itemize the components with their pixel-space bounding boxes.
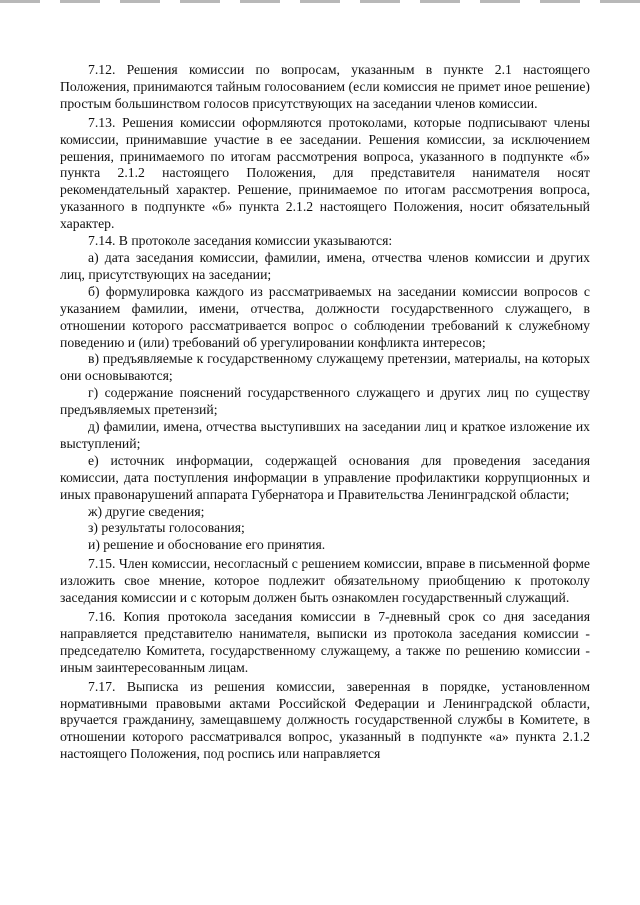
clause-7-16: 7.16. Копия протокола заседания комиссии в 7-дневный срок со дня заседания направляется представителю нанимателя, выписки из протокола заседания комиссии - председателю Комитета, государственному служащему, а также по решению комиссии - иным заинтересованным лицам.	[60, 609, 590, 675]
clause-7-14: 7.14. В протоколе заседания комиссии указываются:	[88, 233, 393, 249]
clause-7-14-item-e: е) источник информации, содержащей основания для проведения заседания комиссии, дата поступления информации в управление профилактики коррупционных и иных правонарушений аппарата Губернатора и Правительства Ленинградской области;	[60, 452, 590, 502]
document-page	[60, 62, 590, 763]
scan-top-edge	[0, 0, 640, 3]
clause-7-14-item-g: г) содержание пояснений государственного служащего и других лиц по существу предъявляемых претензий;	[60, 385, 590, 418]
clause-7-17: 7.17. Выписка из решения комиссии, заверенная в порядке, установленном нормативными правовыми актами Российской Федерации и Ленинградской области, вручается гражданину, замещавшему должность государственной службы в Комитете, в отношении которого рассматривался вопрос, указанный в подпункте «а» пункта 2.1.2 настоящего Положения, под роспись или направляется	[60, 678, 590, 762]
clause-7-14-item-a: а) дата заседания комиссии, фамилии, имена, отчества членов комиссии и других лиц, присутствующих на заседании;	[60, 249, 590, 282]
clause-7-15: 7.15. Член комиссии, несогласный с решением комиссии, вправе в письменной форме изложить свое мнение, которое подлежит обязательному приобщению к протоколу заседания комиссии и с которым должен быть ознакомлен государственный служащий.	[60, 556, 590, 606]
clause-7-14-item-d: д) фамилии, имена, отчества выступивших на заседании лиц и краткое изложение их выступлений;	[60, 419, 590, 451]
clause-7-14-item-b: б) формулировка каждого из рассматриваемых на заседании комиссии вопросов с указанием фамилии, имени, отчества, должности государственного служащего, в отношении которого рассматривается вопрос о соблюдении требований к служебному поведению и (или) требований об урегулировании конфликта интересов;	[60, 283, 590, 350]
clause-7-12: 7.12. Решения комиссии по вопросам, указанным в пункте 2.1 настоящего Положения, принимаются тайным голосованием (если комиссия не примет иное решение) простым большинством голосов присутствующих на заседании членов комиссии.	[60, 62, 590, 111]
clause-7-14-item-z: з) результаты голосования;	[88, 520, 245, 536]
clause-7-13: 7.13. Решения комиссии оформляются протоколами, которые подписывают члены комиссии, принимавшие участие в ее заседании. Решения комиссии, за исключением решения, принимаемого по итогам рассмотрения вопроса, указанного в подпункте «б» пункта 2.1.2 настоящего Положения, для представителя нанимателя носят рекомендательный характер. Решение, принимаемое по итогам рассмотрения вопроса, указанного в подпункте «б» пункта 2.1.2 настоящего Положения, носит обязательный характер.	[60, 114, 590, 232]
clause-7-14-item-zh: ж) другие сведения;	[88, 503, 205, 519]
clause-7-14-item-i: и) решение и обоснование его принятия.	[88, 537, 326, 553]
clause-7-14-item-v: в) предъявляемые к государственному служащему претензии, материалы, на которых они основываются;	[60, 351, 590, 384]
